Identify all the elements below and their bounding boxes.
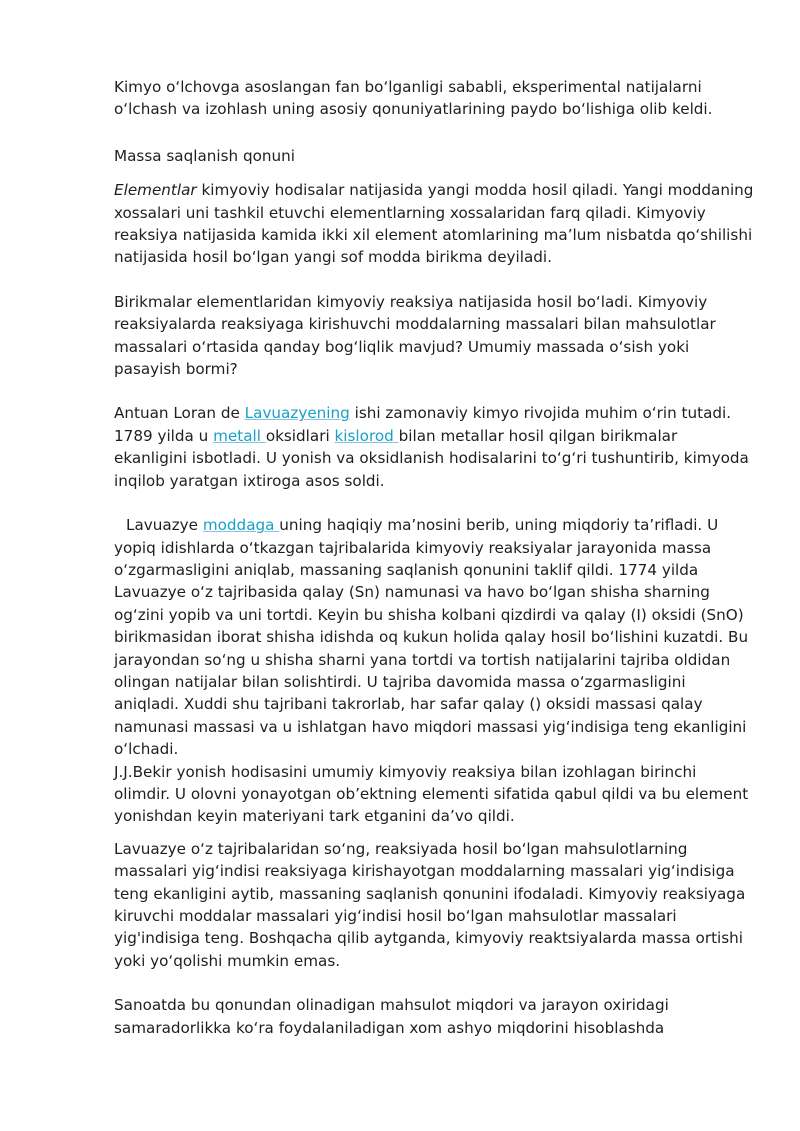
law-paragraph: Lavuazye o‘z tajribalaridan so‘ng, reaksiyada hosil bo‘lgan mahsulotlarning massalari yig‘indisi reaksiyaga kirishayotgan moddalarning massalari yig‘indisiga teng ekanligini aytib, massaning saqlanish qonunini ifodaladi. Kimyoviy reaksiyaga kiruvchi moddalar massalari yig‘indisi hosil bo‘lgan mahsulotlar massalari yig'indisiga teng. Boshqacha qilib aytganda, kimyoviy reaktsiyalarda massa ortishi yoki yo‘qolishi mumkin emas. (114, 839, 746, 970)
text-span: ishi zamonaviy kimyo rivojida muhim o‘rin tutadi. 1789 yilda u (114, 404, 732, 445)
intro-paragraph: Kimyo o‘lchovga asoslangan fan bo‘lganligi sababli, eksperimental natijalarni o‘lchash va izohlash uning asosiy qonuniyatlarining paydo bo‘lishiga olib keldi. (114, 78, 713, 119)
text-span: Lavuazye (126, 516, 203, 535)
document-body (114, 76, 754, 1039)
bekir-paragraph: J.J.Bekir yonish hodisasini umumiy kimyoviy reaksiya bilan izohlagan birinchi olimdir. U olovni yonayotgan ob’ektning elementi sifatida qabul qildi va bu element yonishdan keyin materiyani tark etganini da’vo qildi. (114, 762, 749, 826)
link-kislorod[interactable]: kislorod (334, 426, 399, 445)
compounds-paragraph: Birikmalar elementlaridan kimyoviy reaksiya natijasida hosil bo‘ladi. Kimyoviy reaksiyalarda reaksiyaga kirishuvchi moddalarning massalari bilan mahsulotlar massalari o‘rtasida qanday bog‘liqlik mavjud? Umumiy massada o‘sish yoki pasayish bormi? (114, 292, 716, 379)
elements-paragraph (114, 179, 754, 269)
text-span: oksidlari (265, 426, 335, 445)
link-moddaga[interactable]: moddaga (202, 516, 280, 535)
link-metall[interactable]: metall (213, 426, 266, 445)
lavoisier-paragraph (114, 402, 754, 492)
experiment-paragraph (114, 514, 754, 760)
link-lavuazyening[interactable]: Lavuazyening (244, 404, 350, 423)
elements-text: kimyoviy hodisalar natijasida yangi modda hosil qiladi. Yangi moddaning xossalari uni tashkil etuvchi elementlarning xossalaridan farq qiladi. Kimyoviy reaksiya natijasida kamida ikki xil element atomlarining ma’lum nisbatda qo‘shilishi natijasida hosil bo‘lgan yangi sof modda birikma deyiladi. (114, 181, 754, 267)
section-heading: Massa saqlanish qonuni (114, 146, 295, 165)
industry-paragraph: Sanoatda bu qonundan olinadigan mahsulot miqdori va jarayon oxiridagi samaradorlikka ko‘ra foydalaniladigan xom ashyo miqdorini hisoblashda (114, 996, 669, 1037)
text-span: bilan metallar hosil qilgan birikmalar ekanligini isbotladi. U yonish va oksidlanish hodisalarini to‘g‘ri tushuntirib, kimyoda inqilob yaratgan ixtiroga asos soldi. (114, 426, 749, 490)
elements-term: Elementlar (114, 181, 197, 200)
text-span: uning haqiqiy ma’nosini berib, uning miqdoriy ta’rifladi. U yopiq idishlarda o‘tkazgan tajribalarida kimyoviy reaksiyalar jarayonida massa o‘zgarmasligini aniqlab, massaning saqlanish qonunini taklif qildi. 1774 yilda Lavuazye o‘z tajribasida qalay (Sn) namunasi va havo bo‘lgan shisha sharning og‘zini yopib va uni tortdi. Keyin bu shisha kolbani qizdirdi va qalay (I) oksidi (SnO) birikmasidan iborat shisha idishda oq kukun holida qalay hosil bo‘lishini kuzatdi. Bu jarayondan so‘ng u shisha sharni yana tortdi va tortish natijalarini tajriba oldidan olingan natijalar bilan solishtirdi. U tajriba davomida massa o‘zgarmasligini aniqladi. Xuddi shu tajribani takrorlab, har safar qalay () oksidi massasi qalay namunasi massasi va u ishlatgan havo miqdori massasi yig‘indisiga teng ekanligini o‘lchadi. (114, 516, 749, 759)
text-span: Antuan Loran de (114, 404, 245, 423)
